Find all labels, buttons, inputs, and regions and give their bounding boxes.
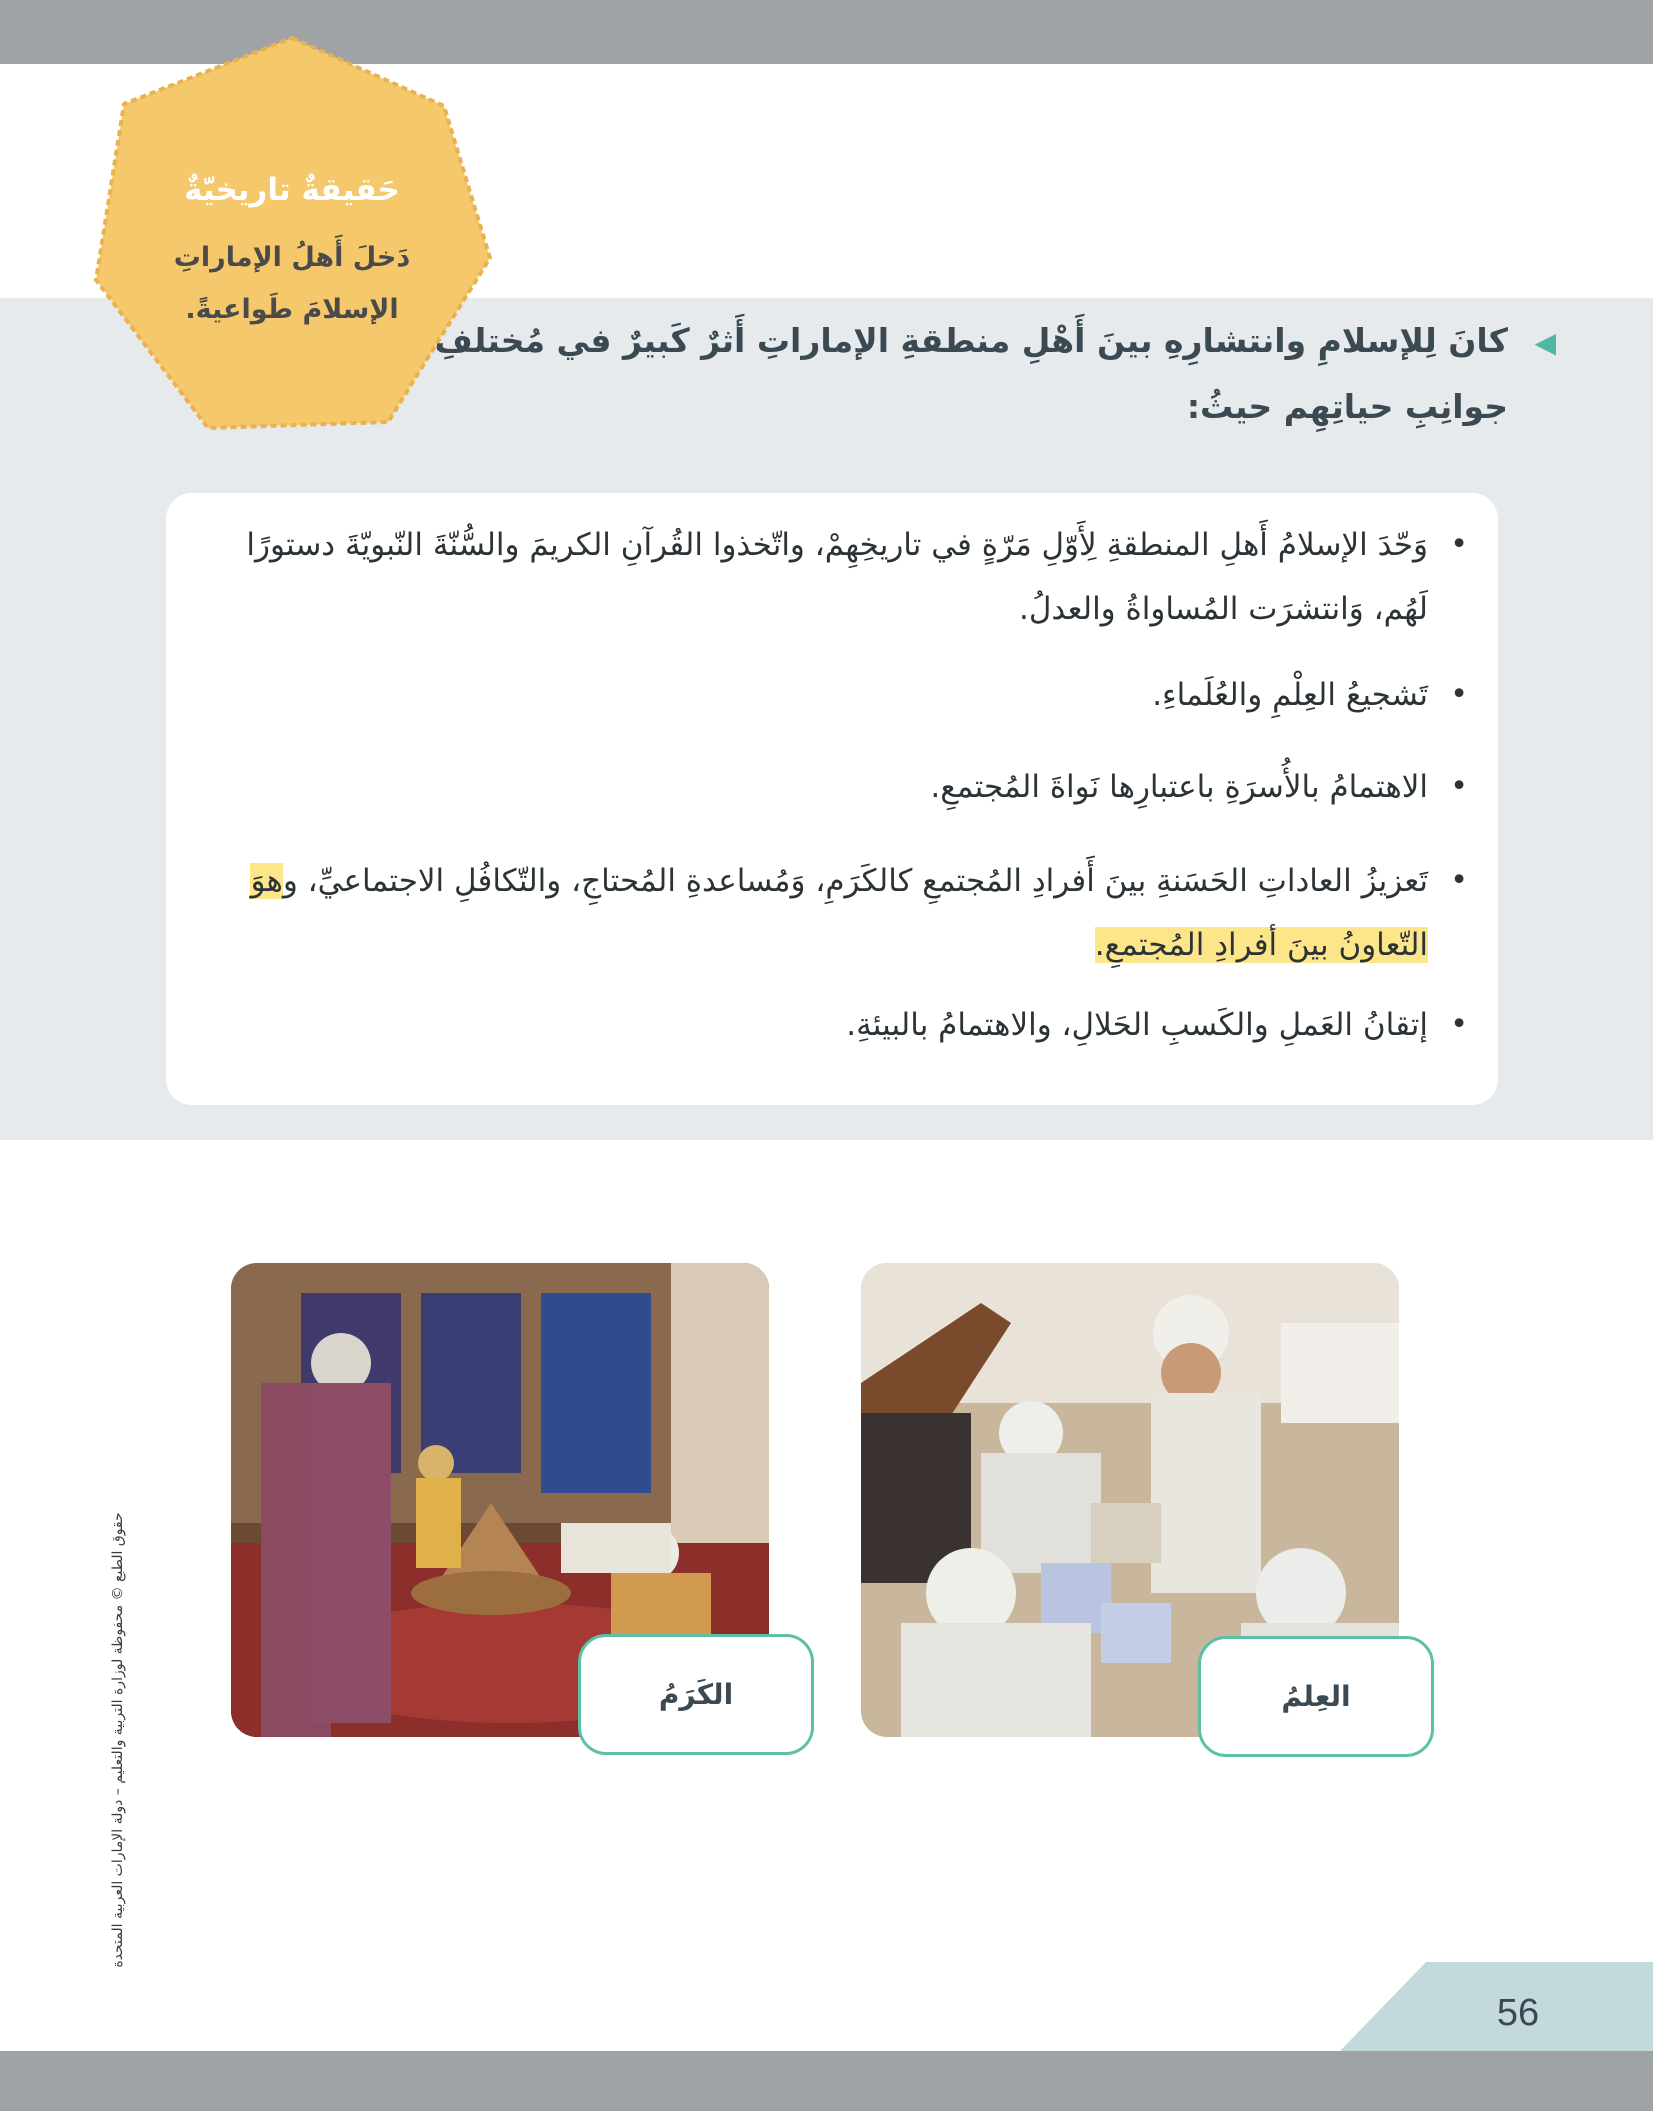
list-item-text: تَشجيعُ العِلْمِ والعُلَماءِ. — [1152, 677, 1428, 713]
intro-text: كانَ لِلإسلامِ وانتشارِهِ بينَ أَهْلِ منطقةِ الإماراتِ أَثرٌ كَبيرٌ في مُختلفِ جوانِبِ حياتِهِم حيثُ: — [434, 321, 1508, 426]
bullet-dot-icon: • — [1450, 1007, 1468, 1042]
list-item — [228, 513, 1468, 641]
list-item — [228, 849, 1468, 977]
list-item — [228, 663, 1468, 727]
bullet-dot-icon: • — [1450, 527, 1468, 562]
highlighted-text: هوَ التّعاونُ بينَ أفرادِ المُجتمعِ. — [250, 863, 1428, 963]
knowledge-caption: العِلمُ — [1198, 1636, 1434, 1757]
list-item-text: تَعزيزُ العاداتِ الحَسَنةِ بينَ أَفرادِ المُجتمعِ كالكَرَمِ، وَمُساعدةِ المُحتاجِ، والتّكافُلِ الاجتماعيِّ، و — [282, 863, 1428, 899]
intro-paragraph — [348, 308, 1556, 440]
triangle-bullet-icon: ◀ — [1534, 326, 1556, 359]
list-item-text: الاهتمامُ بالأُسرَةِ باعتبارِها نَواةَ المُجتمعِ. — [930, 769, 1428, 805]
list-item-text: وَحّدَ الإسلامُ أَهلِ المنطقةِ لِأَوّلِ مَرّةٍ في تاريخِهِمْ، واتّخذوا القُرآنِ الكريمَ والسُّنّةَ النّبويّةَ دستورًا لَهُم، وَانتشرَت المُساواةُ والعدلُ. — [246, 527, 1428, 627]
badge-title: حَقيقةٌ تاريخيّةٌ — [184, 172, 400, 208]
page-number: 56 — [1496, 1992, 1540, 2034]
points-card — [166, 493, 1498, 1105]
bullet-dot-icon: • — [1450, 863, 1468, 898]
list-item — [228, 993, 1468, 1057]
generosity-caption: الكَرَمُ — [578, 1634, 814, 1755]
bottom-bar — [0, 2051, 1653, 2111]
copyright-note: حقوق الطبع © محفوظة لوزارة التربية والتعليم – دولة الإمارات العربية المتحدة — [110, 1512, 126, 1968]
list-item-text: إتقانُ العَملِ والكَسبِ الحَلالِ، والاهتمامُ بالبيئةِ. — [846, 1007, 1428, 1043]
list-item — [228, 755, 1468, 819]
bullet-dot-icon: • — [1450, 769, 1468, 804]
bullet-dot-icon: • — [1450, 677, 1468, 712]
badge-body: دَخلَ أَهلُ الإماراتِ الإسلامَ طَواعيةً. — [173, 242, 411, 325]
